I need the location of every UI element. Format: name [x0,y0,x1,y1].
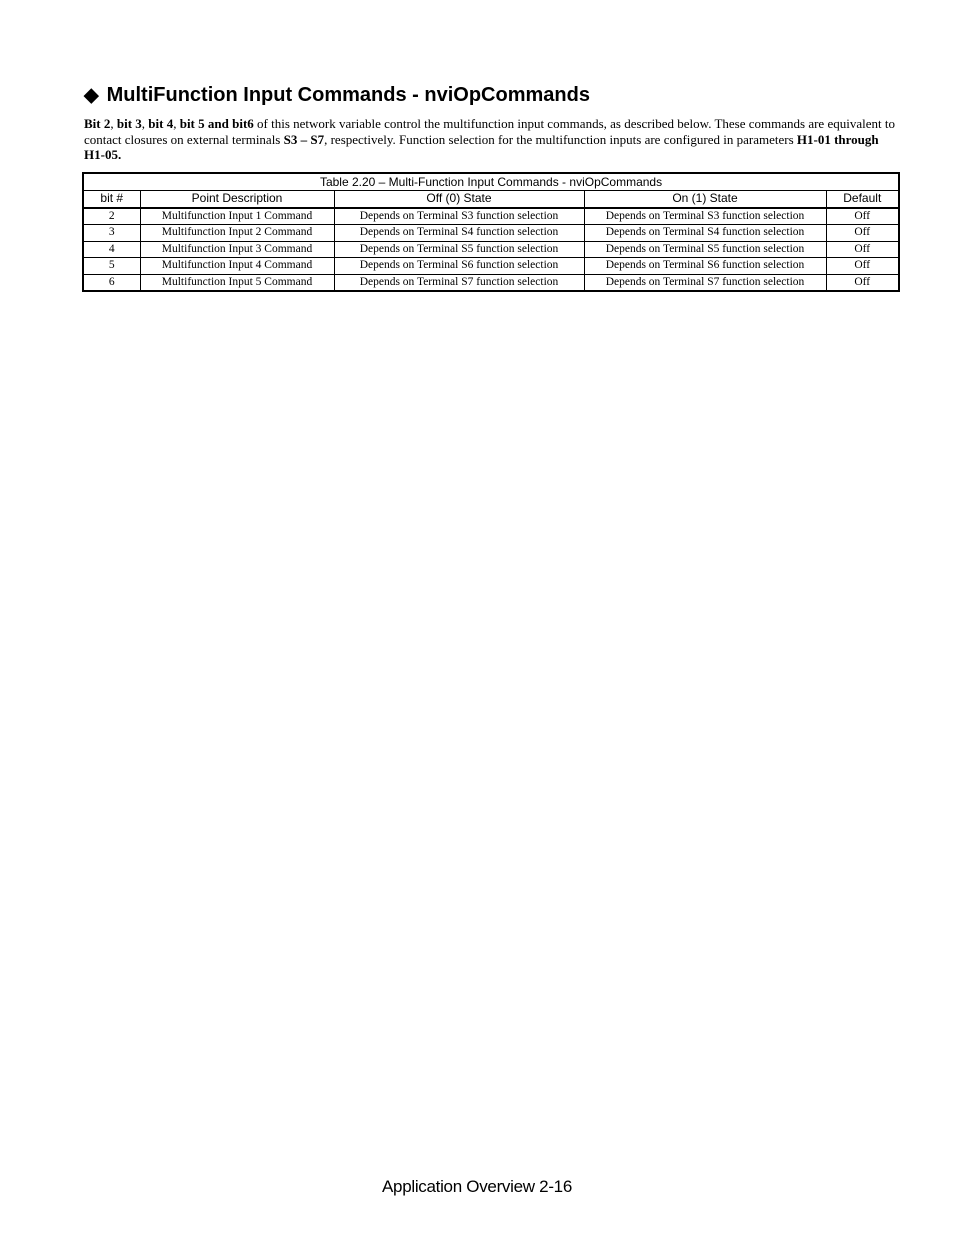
para-text-5: , respectively. Function selection for the multifunction inputs are configured in parameters [324,131,797,147]
cell-off: Depends on Terminal S6 function selection [334,258,584,275]
cell-description: Multifunction Input 4 Command [140,258,334,275]
cell-default: Off [826,241,899,258]
cell-bit: 3 [83,225,140,242]
table-row [83,241,899,258]
cell-default: Off [826,258,899,275]
cell-on: Depends on Terminal S5 function selection [584,241,826,258]
cell-bit: 5 [83,258,140,275]
cell-description: Multifunction Input 5 Command [140,274,334,291]
table-caption: Table 2.20 – Multi-Function Input Commands - nviOpCommands [83,173,899,191]
commands-table [82,172,900,292]
page-footer: Application Overview 2-16 [382,1177,572,1196]
cell-description: Multifunction Input 1 Command [140,208,334,225]
bold-terminals: S3 – S7 [283,131,325,147]
col-point-description: Point Description [140,191,334,208]
section-title: MultiFunction Input Commands - nviOpCommands [106,84,590,106]
para-text-2: , [141,116,149,131]
cell-on: Depends on Terminal S7 function selection [584,274,826,291]
cell-default: Off [826,274,899,291]
bold-bit-5-6: bit 5 and bit6 [179,116,254,131]
cell-description: Multifunction Input 3 Command [140,241,334,258]
diamond-bullet-icon: ◆ [84,85,99,106]
cell-off: Depends on Terminal S5 function selection [334,241,584,258]
cell-on: Depends on Terminal S3 function selection [584,208,826,225]
section-heading [84,83,590,108]
bold-bit-4: bit 4 [148,116,174,131]
cell-default: Off [826,208,899,225]
para-text-4: of this network variable control the multifunction input commands, as described below. These commands are equivalent to contact closures on external terminals [84,116,895,147]
bold-bit-3: bit 3 [116,116,142,131]
intro-paragraph [84,116,902,163]
col-default: Default [826,191,899,208]
cell-off: Depends on Terminal S3 function selection [334,208,584,225]
para-text-3: , [173,116,180,131]
table-row [83,258,899,275]
cell-on: Depends on Terminal S6 function selection [584,258,826,275]
cell-on: Depends on Terminal S4 function selection [584,225,826,242]
col-off-state: Off (0) State [334,191,584,208]
cell-default: Off [826,225,899,242]
bold-parameters: H1-01 through H1-05. [84,131,879,162]
cell-description: Multifunction Input 2 Command [140,225,334,242]
col-on-state: On (1) State [584,191,826,208]
col-bit: bit # [83,191,140,208]
cell-off: Depends on Terminal S7 function selection [334,274,584,291]
cell-bit: 2 [83,208,140,225]
cell-bit: 6 [83,274,140,291]
table-row [83,274,899,291]
para-text-1: , [110,116,117,131]
table-row [83,225,899,242]
bold-bit-2: Bit 2 [84,116,111,131]
table-header-row [83,191,899,208]
table-row [83,208,899,225]
cell-bit: 4 [83,241,140,258]
cell-off: Depends on Terminal S4 function selection [334,225,584,242]
